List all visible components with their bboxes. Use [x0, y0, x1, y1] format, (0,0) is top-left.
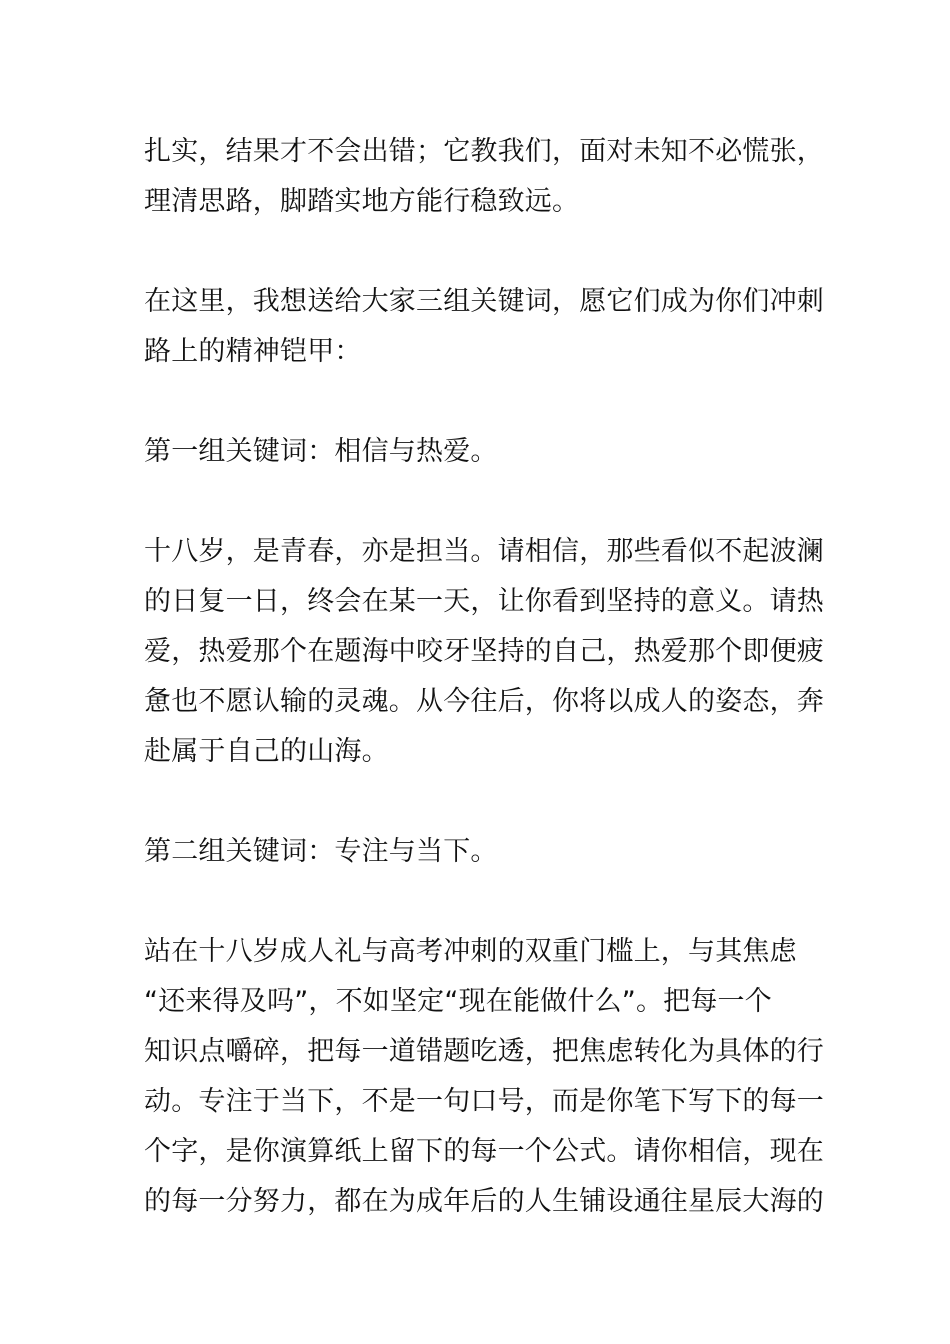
text-line: 第一组关键词：相信与热爱。	[144, 436, 498, 467]
text-line: 的日复一日，终会在某一天，让你看到坚持的意义。请热	[144, 586, 824, 617]
text-line: 个字，是你演算纸上留下的每一个公式。请你相信，现在	[144, 1136, 824, 1167]
heading-keyword-group-2	[144, 827, 808, 877]
heading-keyword-group-1	[144, 427, 808, 477]
text-line: 十八岁，是青春，亦是担当。请相信，那些看似不起波澜	[144, 536, 824, 567]
text-line: 知识点嚼碎，把每一道错题吃透，把焦虑转化为具体的行	[144, 1036, 824, 1067]
text-line: “还来得及吗”，不如坚定“现在能做什么”。把每一个	[144, 986, 772, 1017]
text-line: 惫也不愿认输的灵魂。从今往后，你将以成人的姿态，奔	[144, 686, 824, 717]
text-line: 在这里，我想送给大家三组关键词，愿它们成为你们冲刺	[144, 286, 824, 317]
paragraph-belief-and-love	[144, 527, 824, 777]
text-line: 爱，热爱那个在题海中咬牙坚持的自己，热爱那个即便疲	[144, 636, 824, 667]
text-line: 赴属于自己的山海。	[144, 736, 389, 767]
text-line: 路上的精神铠甲：	[144, 336, 362, 367]
text-line: 站在十八岁成人礼与高考冲刺的双重门槛上，与其焦虑	[144, 936, 797, 967]
paragraph-focus-and-present	[144, 927, 824, 1227]
paragraph-intro-end	[144, 127, 824, 227]
text-line: 的每一分努力，都在为成年后的人生铺设通往星辰大海的	[144, 1186, 824, 1217]
text-line: 动。专注于当下，不是一句口号，而是你笔下写下的每一	[144, 1086, 824, 1117]
text-line: 第二组关键词：专注与当下。	[144, 836, 498, 867]
document-body	[144, 127, 824, 1227]
paragraph-keywords-intro	[144, 277, 824, 377]
text-line: 扎实，结果才不会出错；它教我们，面对未知不必慌张，	[144, 136, 824, 167]
text-line: 理清思路，脚踏实地方能行稳致远。	[144, 186, 580, 217]
